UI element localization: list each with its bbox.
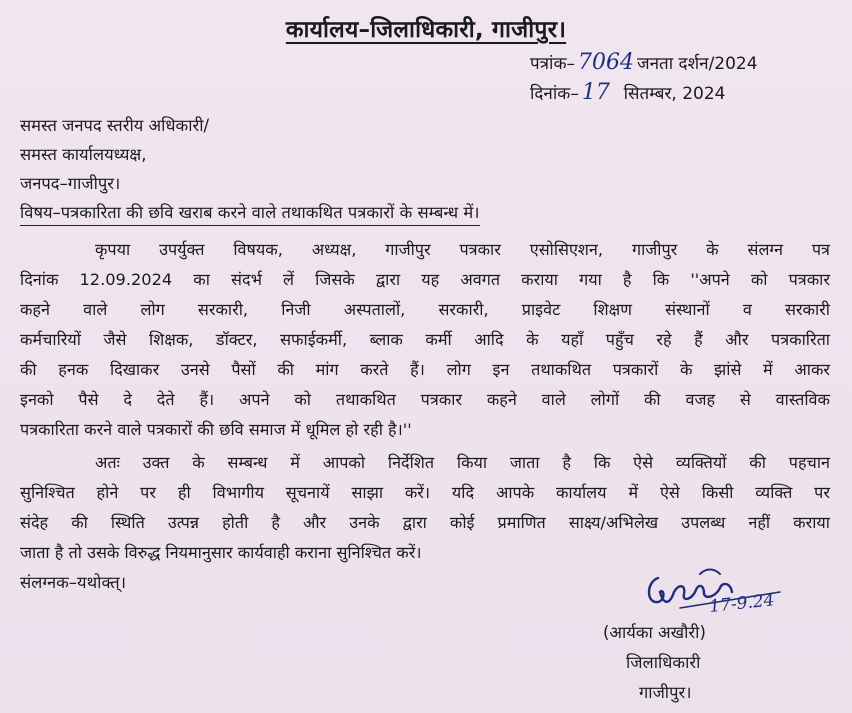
- subject-line: विषय–पत्रकारिता की छवि खराब करने वाले तथाकथित पत्रकारों के सम्बन्ध में।: [20, 200, 480, 226]
- letter-number: पत्रांक– 7064 जनता दर्शन/2024: [530, 50, 758, 75]
- signatory-place: गाजीपुर।: [639, 683, 692, 702]
- signatory-name: (आर्यका अखौरी): [603, 623, 706, 642]
- body-line: पत्रकारिता करने वाले पत्रकारों की छवि समाज में धूमिल हो रही है।'': [20, 420, 412, 439]
- office-title: कार्यालय–जिलाधिकारी, गाजीपुर।: [285, 17, 567, 43]
- letter-date: दिनांक– 17 सितम्बर, 2024: [530, 80, 726, 105]
- date-handwritten: 17: [581, 80, 610, 105]
- body-line: की हनक दिखाकर उनसे पैसों की मांग करते हैं। लोग इन तथाकथित पत्रकारों के झांसे में आकर: [20, 360, 830, 379]
- body-line: कृपया उपर्युक्त विषयक, अध्यक्ष, गाजीपुर पत्रकार एसोसिएशन, गाजीपुर के संलग्न पत्र: [95, 240, 830, 259]
- body-line: सुनिश्चित होने पर ही विभागीय सूचनायें साझा करें। यदि आपके कार्यालय में ऐसे किसी व्यक्ति पर: [20, 483, 830, 502]
- signature-date: 17-9.24: [708, 590, 776, 617]
- body-line: जाता है तो उसके विरुद्ध नियमानुसार कार्यवाही कराना सुनिश्चित करें।: [20, 543, 422, 562]
- body-line: अतः उक्त के सम्बन्ध में आपको निर्देशित किया जाता है कि ऐसे व्यक्तियों की पहचान: [95, 453, 830, 472]
- address-line: समस्त जनपद स्तरीय अधिकारी/: [20, 116, 210, 135]
- body-line: कहने वाले लोग सरकारी, निजी अस्पतालों, सरकारी, प्राइवेट शिक्षण संस्थानों व सरकारी: [20, 300, 830, 319]
- address-line: जनपद–गाजीपुर।: [20, 174, 121, 193]
- body-line: इनको पैसे दे देते हैं। अपने को तथाकथित पत्रकार कहने वाले लोगों की वजह से वास्तविक: [20, 390, 830, 409]
- body-line: कर्मचारियों जैसे शिक्षक, डॉक्टर, सफाईकर्मी, ब्लाक कर्मी आदि के यहाँ पहुँच रहे हैं और पत्रकारिता: [20, 330, 830, 349]
- body-line: दिनांक 12.09.2024 का संदर्भ लें जिसके द्वारा यह अवगत कराया गया है कि ''अपने को पत्रकार: [20, 270, 830, 289]
- signatory-designation: जिलाधिकारी: [626, 653, 701, 672]
- signature-image: [640, 560, 790, 620]
- body-line: संदेह की स्थिति उत्पन्न होती है और उनके द्वारा कोई प्रमाणित साक्ष्य/अभिलेख उपलब्ध नहीं कराया: [20, 513, 830, 532]
- address-line: समस्त कार्यालयध्यक्ष,: [20, 145, 147, 164]
- letter-number-handwritten: 7064: [578, 50, 634, 75]
- enclosure-note: संलग्नक–यथोक्त्।: [20, 573, 126, 592]
